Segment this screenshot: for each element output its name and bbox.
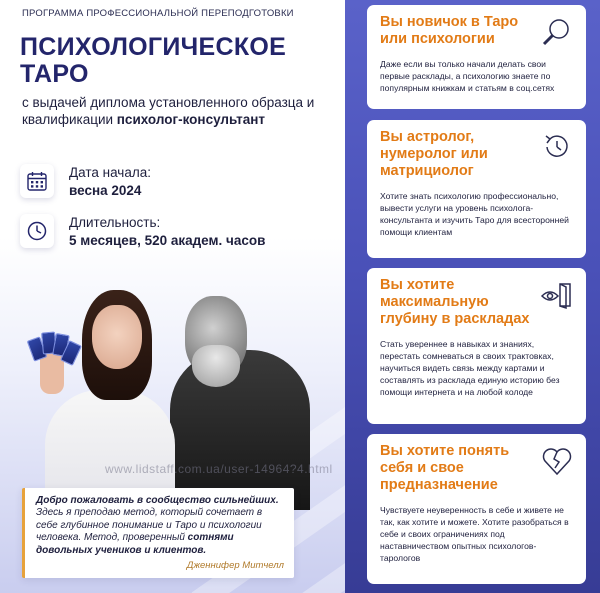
subtitle-bold: психолог-консультант [116, 111, 265, 127]
watermark-right: MANY-COURSES.NET [430, 560, 576, 575]
duration-info [20, 214, 265, 250]
start-date-value: весна 2024 [69, 183, 142, 198]
man-portrait-beard [192, 345, 240, 387]
eye-door-icon [540, 278, 574, 312]
man-portrait-body [170, 350, 310, 510]
magnifier-icon [540, 15, 574, 49]
card-text: Стать увереннее в навыках и знаниях, перестать сомневаться в своих трактовках, научиться видеть связь между картами и составлять из расклада единую историю без помощи интернета и на любой колоде [380, 339, 560, 397]
page-title [20, 34, 330, 88]
clock-rewind-icon [540, 130, 574, 164]
duration-label: Длительность: [69, 215, 161, 230]
subtitle-text: с выдачей диплома установленного образца и квалификации [22, 95, 315, 127]
audience-card-astrologer [367, 120, 586, 258]
page-subtitle [22, 95, 322, 128]
card-title: Вы новичок в Таро или психологии [380, 14, 519, 47]
calendar-icon [20, 164, 54, 198]
title-line-2: ТАРО [20, 60, 89, 88]
welcome-quote [22, 488, 294, 578]
card-text: Чувствуете неуверенность в себе и живете не так, как хотите и можете. Хотите разобраться в себе и своих ограничениях под наставничеством опытных психологов-тарологов [380, 505, 569, 563]
start-date-info [20, 164, 151, 200]
card-text: Даже если вы только начали делать свои первые расклады, а психологию знаете по популярным книжкам и статьям в соц.сетях [380, 59, 555, 93]
quote-text [36, 495, 284, 557]
quote-bold-line: Добро пожаловать в сообщество сильнейших. [36, 495, 279, 506]
quote-signature: Дженнифер Митчелл [186, 560, 284, 571]
duration-value: 5 месяцев, 520 академ. часов [69, 233, 266, 248]
clock-icon [20, 214, 54, 248]
audience-panel [345, 0, 600, 593]
watermark-left: www.lidstaff.com.ua/user-14964?4.html [105, 462, 333, 476]
woman-portrait-face [92, 305, 142, 369]
program-kicker: ПРОГРАММА ПРОФЕССИОНАЛЬНОЙ ПЕРЕПОДГОТОВКИ [22, 8, 294, 19]
card-text: Хотите знать психологию профессионально, вывести услуги на уровень психолога-консультанта и изучить Таро для всесторонней помощи клиентам [380, 191, 569, 237]
card-title: Вы астролог, нумеролог или матрициолог [380, 129, 488, 179]
start-date-label: Дата начала: [69, 165, 151, 180]
quote-bold-end: сотнями довольных учеников и клиентов. [36, 532, 234, 556]
title-line-1: ПСИХОЛОГИЧЕСКОЕ [20, 33, 287, 61]
card-title: Вы хотите максимальную глубину в раскладах [380, 277, 530, 327]
card-title: Вы хотите понять себя и свое предназначение [380, 443, 510, 493]
quote-body: Здесь я преподаю метод, который сочетает в себе глубинное понимание и Таро и психологии человека. Метод, проверенный [36, 507, 263, 544]
audience-card-depth [367, 268, 586, 424]
audience-card-beginner [367, 5, 586, 109]
broken-heart-icon [540, 444, 574, 478]
